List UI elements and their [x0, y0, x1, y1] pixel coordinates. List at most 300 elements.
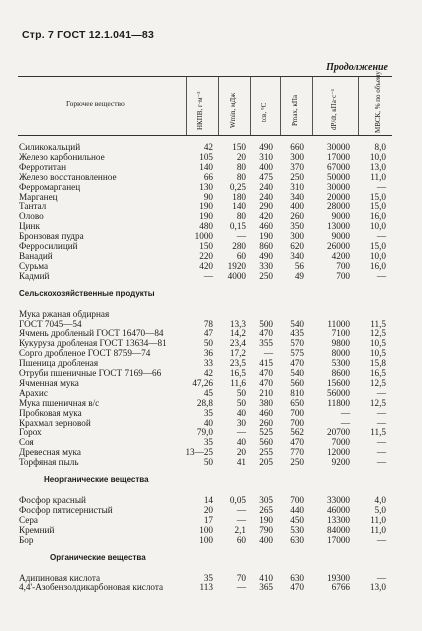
pmax-cell: 260	[290, 211, 304, 222]
substance-name: 4,4'-Азобензолдикарбоновая кислота	[19, 582, 164, 593]
dpdt-cell: 13300	[327, 514, 350, 525]
mvsk-cell: —	[376, 457, 386, 468]
col-header-pmax: Pmax, кПа	[291, 94, 299, 126]
pmax-cell: 810	[290, 387, 304, 398]
dpdt-cell: 6766	[331, 582, 350, 593]
wmin-cell: —	[236, 427, 246, 438]
substance-name: Отруби пшеничные ГОСТ 7169—66	[19, 368, 162, 378]
nkpv-cell: 35	[203, 572, 213, 583]
nkpv-cell: 50	[203, 338, 213, 349]
nkpv-cell: 45	[203, 387, 213, 398]
mvsk-cell: 12,5	[369, 328, 386, 339]
mvsk-cell: 11,5	[370, 427, 386, 438]
mvsk-cell: 11,0	[370, 524, 386, 535]
substance-name: Сорго дробленое ГОСТ 8759—74	[19, 348, 151, 359]
pmax-cell: 350	[290, 221, 304, 232]
wmin-cell: 80	[236, 171, 246, 182]
wmin-cell: 150	[232, 142, 246, 152]
table-row	[0, 408, 422, 418]
mvsk-cell: 8,0	[374, 142, 386, 152]
wmin-cell: 180	[232, 191, 246, 202]
dpdt-cell: 26000	[327, 241, 350, 251]
dpdt-cell: 84000	[327, 524, 350, 535]
nkpv-cell: 40	[203, 417, 213, 428]
dpdt-cell: 4200	[331, 250, 350, 261]
tsv-cell: 420	[259, 211, 273, 222]
dpdt-cell: 13000	[327, 221, 350, 232]
table-row	[0, 211, 422, 221]
table-row	[0, 338, 422, 348]
pmax-cell: 450	[290, 514, 304, 525]
wmin-cell: 14,2	[229, 328, 246, 339]
header-divider	[218, 77, 219, 135]
pmax-cell: 540	[290, 318, 304, 329]
nkpv-cell: 20	[203, 504, 213, 515]
nkpv-cell: 14	[203, 495, 213, 505]
table-row	[0, 368, 422, 378]
wmin-cell: 16,5	[229, 368, 246, 378]
table-row	[0, 182, 422, 192]
substance-name: Древесная мука	[19, 447, 81, 458]
mvsk-cell: 15,0	[369, 201, 386, 212]
dpdt-cell: 8600	[331, 368, 350, 378]
nkpv-cell: —	[203, 270, 213, 281]
wmin-cell: 13,3	[229, 318, 246, 329]
dpdt-cell: 9000	[331, 211, 350, 222]
table-row	[0, 261, 422, 271]
header-divider	[280, 77, 281, 135]
nkpv-cell: 79,0	[196, 427, 213, 438]
tsv-cell: 210	[259, 387, 273, 398]
pmax-cell: 370	[290, 161, 304, 172]
wmin-cell: 41	[236, 457, 246, 468]
table-row	[0, 418, 422, 428]
mvsk-cell: 12,5	[369, 377, 386, 388]
mvsk-cell: 15,0	[369, 241, 386, 251]
nkpv-cell: 35	[203, 407, 213, 418]
wmin-cell: 4000	[227, 270, 246, 281]
table-header-bottom-rule	[18, 135, 392, 136]
col-header-dpdt: dP/dt, кПа·с⁻¹	[330, 88, 338, 130]
table-row	[0, 309, 422, 319]
nkpv-cell: 420	[199, 260, 213, 271]
dpdt-cell: —	[340, 417, 350, 428]
table-row	[0, 437, 422, 447]
tsv-cell: 290	[259, 201, 273, 212]
substance-name: Железо карбонильное	[19, 151, 105, 162]
pmax-cell: 340	[290, 250, 304, 261]
pmax-cell: 700	[290, 495, 304, 505]
table-row	[0, 231, 422, 241]
dpdt-cell: 19300	[327, 572, 350, 583]
substance-name: Кукуруза дробленая ГОСТ 13634—81	[19, 338, 167, 349]
wmin-cell: 20	[236, 447, 246, 458]
table-row	[0, 192, 422, 202]
nkpv-cell: 113	[199, 582, 213, 593]
mvsk-cell: 11,5	[370, 318, 386, 329]
nkpv-cell: 78	[203, 318, 213, 329]
tsv-cell: 255	[259, 447, 273, 458]
section-title: Неорганические вещества	[44, 475, 149, 484]
tsv-cell: 460	[259, 407, 273, 418]
dpdt-cell: 46000	[327, 504, 350, 515]
col-header-mvsk: МВСК, % по объему	[374, 71, 382, 133]
tsv-cell: 260	[259, 417, 273, 428]
mvsk-cell: —	[376, 270, 386, 281]
table-row	[0, 251, 422, 261]
wmin-cell: 23,4	[229, 338, 246, 349]
table-row	[0, 162, 422, 172]
continuation-label: Продолжение	[326, 62, 388, 73]
pmax-cell: 56	[294, 260, 304, 271]
substance-name: Ванадий	[19, 250, 53, 261]
pmax-cell: 435	[290, 328, 304, 339]
substance-name: Ферросилиций	[19, 241, 78, 251]
wmin-cell: 0,25	[229, 181, 246, 192]
dpdt-cell: 7100	[331, 328, 350, 339]
nkpv-cell: 47,26	[192, 377, 213, 388]
wmin-cell: 40	[236, 437, 246, 448]
mvsk-cell: 15,8	[369, 358, 386, 369]
substance-name: ГОСТ 7045—54	[19, 318, 82, 329]
wmin-cell: 11,6	[230, 377, 246, 388]
dpdt-cell: 30000	[327, 181, 350, 192]
dpdt-cell: 11000	[327, 318, 350, 329]
dpdt-cell: 30000	[327, 142, 350, 152]
substance-name: Ферромарганец	[19, 181, 81, 192]
dpdt-cell: 5300	[331, 358, 350, 369]
pmax-cell: 770	[290, 447, 304, 458]
tsv-cell: 470	[259, 328, 273, 339]
substance-name: Цинк	[19, 221, 40, 232]
tsv-cell: 310	[259, 151, 273, 162]
mvsk-cell: 16,0	[369, 260, 386, 271]
dpdt-cell: 9000	[331, 231, 350, 242]
table-row	[0, 319, 422, 329]
col-header-tsv: tсв, °С	[260, 102, 268, 122]
table-row	[0, 457, 422, 467]
wmin-cell: 80	[236, 211, 246, 222]
dpdt-cell: 7000	[331, 437, 350, 448]
tsv-cell: 365	[259, 582, 273, 593]
tsv-cell: 400	[259, 534, 273, 545]
tsv-cell: 190	[259, 231, 273, 242]
pmax-cell: 470	[290, 437, 304, 448]
tsv-cell: 470	[259, 368, 273, 378]
section-title: Органические вещества	[50, 552, 146, 562]
tsv-cell: 415	[259, 358, 273, 369]
tsv-cell: 265	[259, 504, 273, 515]
substance-name: Мука пшеничная в/с	[19, 397, 100, 408]
tsv-cell: 500	[259, 318, 273, 329]
nkpv-cell: 105	[199, 151, 213, 162]
wmin-cell: 23,5	[229, 358, 246, 369]
wmin-cell: 1920	[227, 260, 246, 271]
pmax-cell: 660	[290, 142, 304, 152]
nkpv-cell: 100	[199, 524, 213, 535]
mvsk-cell: —	[376, 417, 386, 428]
table-row	[0, 573, 422, 583]
wmin-cell: —	[236, 514, 246, 525]
table-row	[0, 358, 422, 368]
header-divider	[312, 77, 313, 135]
dpdt-cell: 15600	[327, 377, 350, 388]
tsv-cell: 190	[259, 514, 273, 525]
nkpv-cell: 480	[199, 221, 213, 232]
tsv-cell: 305	[259, 495, 273, 505]
mvsk-cell: 16,0	[369, 211, 386, 222]
pmax-cell: 300	[290, 151, 304, 162]
pmax-cell: 470	[290, 358, 304, 369]
tsv-cell: 240	[259, 181, 273, 192]
nkpv-cell: 100	[199, 534, 213, 545]
substance-name: Пробковая мука	[19, 407, 82, 418]
pmax-cell: 575	[290, 348, 304, 359]
dpdt-cell: 17000	[327, 151, 350, 162]
mvsk-cell: 10,5	[369, 338, 386, 349]
dpdt-cell: 12000	[327, 447, 350, 458]
tsv-cell: 560	[259, 437, 273, 448]
substance-name: Кадмий	[19, 270, 50, 281]
mvsk-cell: —	[376, 534, 386, 545]
dpdt-cell: —	[340, 407, 350, 418]
wmin-cell: 80	[236, 161, 246, 172]
tsv-cell: 460	[259, 221, 273, 232]
dpdt-cell: 700	[336, 260, 350, 271]
dpdt-cell: 67000	[327, 161, 350, 172]
dpdt-cell: 28000	[327, 201, 350, 212]
substance-name: Сера	[19, 514, 38, 525]
nkpv-cell: 50	[203, 457, 213, 468]
table-row	[0, 201, 422, 211]
wmin-cell: 60	[236, 534, 246, 545]
dpdt-cell: 9200	[331, 457, 350, 468]
tsv-cell: 240	[259, 191, 273, 202]
tsv-cell: 330	[259, 260, 273, 271]
pmax-cell: 630	[290, 534, 304, 545]
substance-name: Силикокальций	[19, 142, 81, 152]
nkpv-cell: 1000	[194, 231, 213, 242]
pmax-cell: 700	[290, 417, 304, 428]
substance-name: Торфяная пыль	[19, 457, 79, 468]
dpdt-cell: 50000	[327, 171, 350, 182]
pmax-cell: 620	[290, 241, 304, 251]
nkpv-cell: 33	[203, 358, 213, 369]
mvsk-cell: 12,5	[369, 397, 386, 408]
pmax-cell: 630	[290, 572, 304, 583]
tsv-cell: 380	[259, 397, 273, 408]
mvsk-cell: 10,5	[369, 348, 386, 359]
nkpv-cell: 35	[203, 437, 213, 448]
table-row	[0, 505, 422, 515]
tsv-cell: 205	[259, 457, 273, 468]
dpdt-cell: 20700	[327, 427, 350, 438]
mvsk-cell: 11,0	[370, 514, 386, 525]
nkpv-cell: 150	[199, 241, 213, 251]
dpdt-cell: 20000	[327, 191, 350, 202]
tsv-cell: 525	[259, 427, 273, 438]
tsv-cell: 250	[259, 270, 273, 281]
nkpv-cell: 140	[199, 161, 213, 172]
tsv-cell: 355	[259, 338, 273, 349]
mvsk-cell: 4,0	[374, 495, 386, 505]
table-row	[0, 152, 422, 162]
wmin-cell: 30	[236, 417, 246, 428]
nkpv-cell: 47	[203, 328, 213, 339]
tsv-cell: 470	[259, 377, 273, 388]
pmax-cell: 250	[290, 457, 304, 468]
dpdt-cell: 33000	[327, 495, 350, 505]
mvsk-cell: —	[376, 181, 386, 192]
pmax-cell: 340	[290, 191, 304, 202]
pmax-cell: 650	[290, 397, 304, 408]
header-divider	[186, 77, 187, 135]
substance-name: Сурьма	[19, 260, 49, 271]
header-divider	[358, 77, 359, 135]
wmin-cell: 40	[236, 407, 246, 418]
mvsk-cell: 16,5	[369, 368, 386, 378]
wmin-cell: 60	[236, 250, 246, 261]
mvsk-cell: —	[376, 231, 386, 242]
substance-name: Ячмень дробленый ГОСТ 16470—84	[19, 328, 164, 339]
table-row	[0, 328, 422, 338]
nkpv-cell: 42	[203, 368, 213, 378]
table-row	[0, 427, 422, 437]
table-row	[0, 515, 422, 525]
substance-name: Олово	[19, 211, 44, 222]
nkpv-cell: 28,8	[196, 397, 213, 408]
pmax-cell: 560	[290, 377, 304, 388]
substance-name: Железо восстановленное	[19, 171, 117, 182]
substance-name: Арахис	[19, 387, 48, 398]
tsv-cell: 860	[259, 241, 273, 251]
wmin-cell: —	[236, 231, 246, 242]
substance-name: Соя	[19, 437, 34, 448]
mvsk-cell: 13,0	[369, 582, 386, 593]
table-row	[0, 378, 422, 388]
table-row	[0, 582, 422, 592]
wmin-cell: 140	[232, 201, 246, 212]
mvsk-cell: —	[376, 447, 386, 458]
pmax-cell: 570	[290, 338, 304, 349]
dpdt-cell: 11800	[327, 397, 350, 408]
wmin-cell: 17,2	[229, 348, 246, 359]
nkpv-cell: 130	[199, 181, 213, 192]
tsv-cell: 475	[259, 171, 273, 182]
tsv-cell: —	[263, 348, 273, 359]
pmax-cell: 49	[294, 270, 304, 281]
substance-name: Пшеница дробленая	[19, 358, 99, 369]
pmax-cell: 250	[290, 171, 304, 182]
nkpv-cell: 190	[199, 201, 213, 212]
nkpv-cell: 42	[203, 142, 213, 152]
mvsk-cell: 13,0	[369, 161, 386, 172]
col-header-nkpv: НКПВ, г·м⁻³	[196, 91, 204, 130]
mvsk-cell: 10,0	[369, 250, 386, 261]
tsv-cell: 490	[259, 250, 273, 261]
mvsk-cell: 11,0	[370, 171, 386, 182]
substance-name: Тантал	[19, 201, 47, 212]
mvsk-cell: —	[376, 437, 386, 448]
substance-name: Ферротитан	[19, 161, 67, 172]
substance-name: Фосфор красный	[19, 495, 86, 505]
table-row	[0, 495, 422, 505]
tsv-cell: 790	[259, 524, 273, 535]
substance-name: Марганец	[19, 191, 58, 202]
nkpv-cell: 17	[203, 514, 213, 525]
col-header-substance: Горючее вещество	[66, 99, 125, 108]
wmin-cell: 50	[236, 387, 246, 398]
mvsk-cell: —	[376, 387, 386, 398]
substance-name: Мука ржаная обдирная	[19, 308, 110, 319]
nkpv-cell: 66	[203, 171, 213, 182]
page-header: Стр. 7 ГОСТ 12.1.041—83	[22, 29, 155, 41]
mvsk-cell: —	[376, 572, 386, 583]
table-row	[0, 447, 422, 457]
col-header-wmin: Wmin, мДж	[229, 92, 237, 128]
table-top-rule	[18, 76, 392, 77]
table-row	[0, 388, 422, 398]
wmin-cell: 0,15	[229, 221, 246, 232]
header-divider	[250, 77, 251, 135]
wmin-cell: —	[236, 504, 246, 515]
wmin-cell: 50	[236, 397, 246, 408]
mvsk-cell: 15,0	[369, 191, 386, 202]
substance-name: Крахмал зерновой	[19, 417, 91, 428]
pmax-cell: 300	[290, 231, 304, 242]
table-row	[0, 271, 422, 281]
section-title: Сельскохозяйственные продукты	[19, 288, 155, 298]
substance-name: Бронзовая пудра	[19, 231, 84, 242]
substance-name: Фосфор пятисернистый	[19, 504, 113, 515]
mvsk-cell: 10,0	[369, 221, 386, 232]
wmin-cell: 0,05	[229, 495, 246, 505]
tsv-cell: 410	[259, 572, 273, 583]
table-row	[0, 241, 422, 251]
substance-name: Адипиновая кислота	[19, 572, 101, 583]
tsv-cell: 490	[259, 142, 273, 152]
pmax-cell: 400	[290, 201, 304, 212]
nkpv-cell: 36	[203, 348, 213, 359]
table-row	[0, 348, 422, 358]
substance-name: Горох	[19, 427, 42, 438]
substance-name: Кремний	[19, 524, 55, 535]
table-row	[0, 535, 422, 545]
tsv-cell: 400	[259, 161, 273, 172]
dpdt-cell: 8000	[331, 348, 350, 359]
pmax-cell: 310	[290, 181, 304, 192]
dpdt-cell: 17000	[327, 534, 350, 545]
substance-name: Ячменная мука	[19, 377, 79, 388]
substance-name: Бор	[19, 534, 34, 545]
pmax-cell: 540	[290, 368, 304, 378]
table-row	[0, 142, 422, 152]
dpdt-cell: 56000	[327, 387, 350, 398]
wmin-cell: —	[236, 582, 246, 593]
mvsk-cell: 10,0	[369, 151, 386, 162]
wmin-cell: 2,1	[234, 524, 246, 535]
table-row	[0, 221, 422, 231]
pmax-cell: 440	[290, 504, 304, 515]
table-row	[0, 398, 422, 408]
nkpv-cell: 190	[199, 211, 213, 222]
dpdt-cell: 9800	[331, 338, 350, 349]
pmax-cell: 700	[290, 407, 304, 418]
nkpv-cell: 90	[203, 191, 213, 202]
table-row	[0, 172, 422, 182]
nkpv-cell: 13—25	[185, 447, 213, 458]
pmax-cell: 530	[290, 524, 304, 535]
